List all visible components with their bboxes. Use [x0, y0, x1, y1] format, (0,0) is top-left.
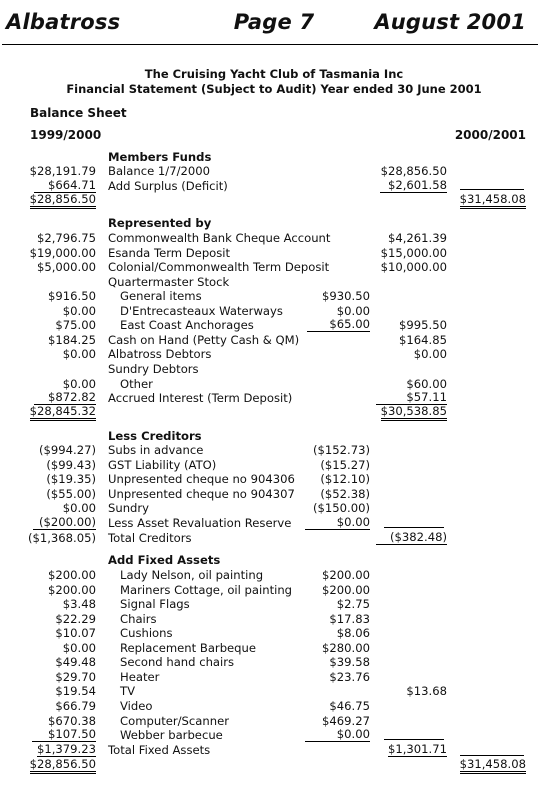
table-row — [0, 670, 548, 685]
prev-amount: $200.00 — [48, 583, 96, 597]
table-row — [0, 333, 548, 348]
row-description: Signal Flags — [120, 597, 190, 611]
table-row — [0, 626, 548, 641]
row-description: Sundry — [108, 501, 150, 515]
table-row — [0, 583, 548, 598]
current-grand-total: $31,458.08 — [460, 758, 526, 774]
fixed-assets-heading-row — [0, 553, 548, 568]
prev-total: ($1,368.05) — [27, 531, 96, 545]
prev-amount: ($55.00) — [46, 487, 96, 501]
row-description: Subs in advance — [108, 443, 204, 457]
prev-amount: $75.00 — [55, 318, 96, 332]
table-row — [0, 612, 548, 627]
table-row — [0, 655, 548, 670]
table-row — [0, 275, 548, 290]
prev-amount: ($200.00) — [33, 516, 96, 530]
balance-sheet-heading: Balance Sheet — [30, 106, 127, 120]
prev-amount: $2,796.75 — [36, 231, 96, 245]
inner-amount: $23.76 — [329, 670, 370, 684]
section-heading: Less Creditors — [108, 429, 202, 443]
sub-total: $1,301.71 — [387, 742, 447, 756]
inner-amount: $8.06 — [336, 626, 370, 640]
sub-amount: $164.85 — [399, 333, 447, 347]
prev-amount: $5,000.00 — [36, 260, 96, 274]
row-description: Commonwealth Bank Cheque Account — [108, 231, 331, 245]
total-row — [0, 405, 548, 420]
row-description: Replacement Barbeque — [120, 641, 257, 655]
row-description: Sundry Debtors — [108, 362, 199, 376]
table-row — [0, 568, 548, 583]
members-funds-heading-row — [0, 150, 548, 165]
issue-date: August 2001 — [374, 10, 526, 34]
prev-amount: $872.82 — [34, 391, 96, 405]
table-row — [0, 164, 548, 179]
inner-amount: $65.00 — [307, 318, 370, 332]
row-description: Mariners Cottage, oil painting — [120, 583, 293, 597]
row-description: Cash on Hand (Petty Cash & QM) — [108, 333, 300, 347]
subtotal-rule — [460, 755, 524, 756]
row-description: Computer/Scanner — [120, 714, 229, 728]
prev-amount: $184.25 — [48, 333, 96, 347]
row-description: D'Entrecasteaux Waterways — [120, 304, 283, 318]
subtotal-rule — [460, 189, 524, 190]
inner-amount: ($150.00) — [313, 501, 370, 515]
row-description: General items — [120, 289, 202, 303]
section-heading: Members Funds — [108, 150, 212, 164]
prev-amount: $916.50 — [48, 289, 96, 303]
inner-amount: ($152.73) — [313, 443, 370, 457]
table-row — [0, 472, 548, 487]
prev-amount: $19,000.00 — [29, 246, 96, 260]
row-description: Heater — [120, 670, 160, 684]
row-description: GST Liability (ATO) — [108, 458, 217, 472]
inner-amount: ($15.27) — [320, 458, 370, 472]
sub-amount: $13.68 — [406, 684, 447, 698]
row-description: Quartermaster Stock — [108, 275, 230, 289]
prev-amount: $28,191.79 — [29, 164, 96, 178]
prev-amount: $0.00 — [62, 304, 96, 318]
row-description: Colonial/Commonwealth Term Deposit — [108, 260, 330, 274]
row-description: Unpresented cheque no 904306 — [108, 472, 295, 486]
table-row — [0, 641, 548, 656]
subtotal-rule — [384, 527, 444, 528]
sub-total: ($382.48) — [376, 531, 447, 545]
prev-amount: $10.07 — [55, 626, 96, 640]
sub-amount: $10,000.00 — [380, 260, 447, 274]
table-row — [0, 684, 548, 699]
prev-amount: $0.00 — [62, 377, 96, 391]
creditors-heading-row — [0, 429, 548, 444]
organisation-title: The Cruising Yacht Club of Tasmania Inc — [144, 67, 404, 81]
table-row — [0, 516, 548, 531]
header-rule — [2, 44, 538, 45]
sub-amount: $0.00 — [413, 347, 447, 361]
inner-amount: $0.00 — [336, 304, 370, 318]
table-row — [0, 347, 548, 362]
inner-amount: $0.00 — [305, 516, 370, 530]
row-description: Webber barbecue — [120, 728, 223, 742]
sub-amount: $57.11 — [376, 391, 447, 405]
prev-amount: $3.48 — [62, 597, 96, 611]
table-row — [0, 487, 548, 502]
table-row — [0, 597, 548, 612]
inner-amount: $39.58 — [329, 655, 370, 669]
row-description: Albatross Debtors — [108, 347, 212, 361]
inner-amount: $0.00 — [305, 728, 370, 742]
prev-amount: $19.54 — [55, 684, 96, 698]
prev-amount: $66.79 — [55, 699, 96, 713]
prev-amount: $0.00 — [62, 347, 96, 361]
represented-heading-row — [0, 216, 548, 231]
subtotal-rule — [384, 739, 444, 740]
prev-amount: ($994.27) — [39, 443, 96, 457]
section-heading: Represented by — [108, 216, 212, 230]
table-row — [0, 318, 548, 333]
sub-amount: $28,856.50 — [380, 164, 447, 178]
inner-amount: $200.00 — [322, 583, 370, 597]
table-row — [0, 260, 548, 275]
inner-amount: $930.50 — [322, 289, 370, 303]
table-row — [0, 728, 548, 743]
inner-amount: $469.27 — [322, 714, 370, 728]
inner-amount: $17.83 — [329, 612, 370, 626]
prev-amount: $22.29 — [55, 612, 96, 626]
table-row — [0, 231, 548, 246]
table-row — [0, 289, 548, 304]
row-description: Unpresented cheque no 904307 — [108, 487, 295, 501]
sub-amount: $15,000.00 — [380, 246, 447, 260]
sub-amount: $2,601.58 — [380, 179, 447, 193]
table-row — [0, 443, 548, 458]
prev-grand-total: $28,856.50 — [30, 758, 96, 774]
prev-amount: $107.50 — [32, 728, 96, 742]
sub-total: $30,538.85 — [381, 405, 447, 421]
table-row — [0, 501, 548, 516]
sub-amount: $995.50 — [399, 318, 447, 332]
row-description: Other — [120, 377, 153, 391]
inner-amount: $2.75 — [336, 597, 370, 611]
row-description: Lady Nelson, oil painting — [120, 568, 264, 582]
prev-total: $28,845.32 — [30, 405, 96, 421]
row-description: Add Surplus (Deficit) — [108, 179, 228, 193]
prev-amount: $49.48 — [55, 655, 96, 669]
sub-amount: $60.00 — [406, 377, 447, 391]
prev-total: $1,379.23 — [36, 742, 96, 756]
total-description: Total Fixed Assets — [108, 743, 211, 757]
row-description: TV — [120, 684, 136, 698]
prev-amount: $0.00 — [62, 641, 96, 655]
table-row — [0, 362, 548, 377]
grand-total-row — [0, 758, 548, 773]
inner-amount: $46.75 — [329, 699, 370, 713]
current-total: $31,458.08 — [460, 193, 526, 209]
row-description: Second hand chairs — [120, 655, 235, 669]
inner-amount: ($52.38) — [320, 487, 370, 501]
prev-amount: $200.00 — [48, 568, 96, 582]
prev-amount: ($19.35) — [46, 472, 96, 486]
total-description: Total Creditors — [108, 531, 192, 545]
column-prev-year: 1999/2000 — [30, 128, 102, 142]
table-row — [0, 699, 548, 714]
row-description: Less Asset Revaluation Reserve — [108, 516, 292, 530]
column-current-year: 2000/2001 — [454, 128, 526, 142]
table-row — [0, 304, 548, 319]
page-number: Page 7 — [233, 10, 315, 34]
inner-amount: $280.00 — [322, 641, 370, 655]
total-row — [0, 531, 548, 546]
row-description: Chairs — [120, 612, 157, 626]
inner-amount: ($12.10) — [320, 472, 370, 486]
prev-total: $28,856.50 — [30, 193, 96, 209]
row-description: Cushions — [120, 626, 173, 640]
row-description: Balance 1/7/2000 — [108, 164, 210, 178]
statement-title: Financial Statement (Subject to Audit) Year ended 30 June 2001 — [66, 82, 482, 96]
section-heading: Add Fixed Assets — [108, 553, 221, 567]
prev-amount: ($99.43) — [46, 458, 96, 472]
prev-amount: $670.38 — [48, 714, 96, 728]
sub-amount: $4,261.39 — [387, 231, 447, 245]
prev-amount: $0.00 — [62, 501, 96, 515]
publication-title: Albatross — [6, 10, 121, 34]
prev-amount: $664.71 — [34, 179, 96, 193]
row-description: Accrued Interest (Term Deposit) — [108, 391, 293, 405]
row-description: Video — [120, 699, 153, 713]
inner-amount: $200.00 — [322, 568, 370, 582]
table-row — [0, 458, 548, 473]
row-description: Esanda Term Deposit — [108, 246, 231, 260]
total-row — [0, 193, 548, 208]
prev-amount: $29.70 — [55, 670, 96, 684]
table-row — [0, 246, 548, 261]
row-description: East Coast Anchorages — [120, 318, 254, 332]
